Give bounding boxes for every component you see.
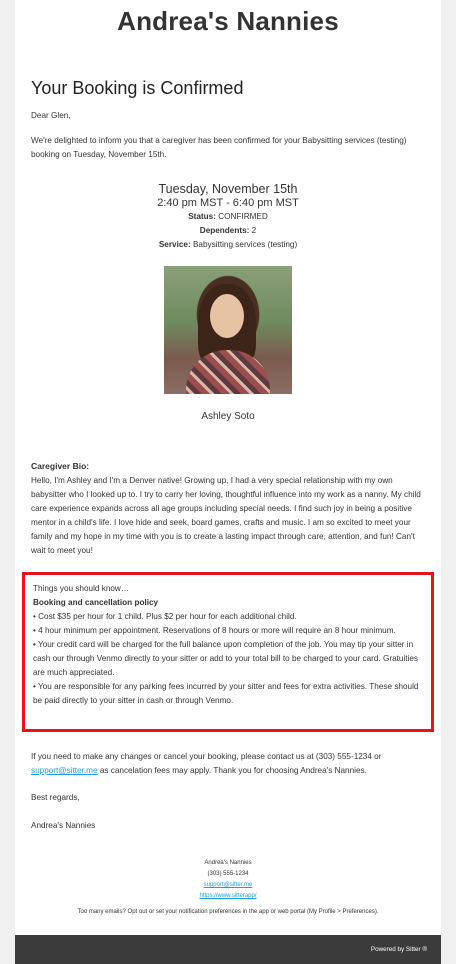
service-value: Babysitting services (testing): [192, 240, 298, 249]
optout-text: Too many emails? Opt out or set your notification preferences in the app or web portal (My Profile > Preferences).: [77, 909, 379, 915]
regards: Best regards,: [31, 793, 80, 802]
page-title: Your Booking is Confirmed: [31, 78, 244, 98]
dependents-label: Dependents:: [199, 226, 250, 235]
status-label: Status:: [188, 212, 216, 221]
intro-text: We're delighted to inform you that a caregiver has been confirmed for your Babysitting services (testing) booking on Tuesday, November 15th.: [31, 136, 407, 159]
dependents-value: 2: [251, 226, 257, 235]
service-label: Service:: [158, 240, 191, 249]
booking-time: 2:40 pm MST - 6:40 pm MST: [157, 197, 299, 209]
email-card: [15, 0, 441, 935]
bio-label: Caregiver Bio:: [31, 461, 90, 471]
contact-before: If you need to make any changes or cancel your booking, please contact us at (303) 555-1234 or: [31, 752, 382, 761]
powered-by: Powered by Sitter ®: [370, 946, 427, 953]
policy-lead: Things you should know…: [33, 584, 130, 593]
policy-item: • Cost $35 per hour for 1 child. Plus $2 per hour for each additional child.: [33, 612, 297, 621]
service-row: [15, 238, 441, 252]
contact-text: [31, 750, 425, 778]
greeting: Dear Glen,: [31, 111, 71, 120]
policy-item: • You are responsible for any parking fees incurred by your sitter and fees for extra activities. These should be paid directly to your sitter in cash or through Venmo.: [33, 682, 419, 705]
signoff: Andrea's Nannies: [31, 821, 96, 830]
caregiver-name: Ashley Soto: [201, 411, 255, 422]
booking-summary: [15, 182, 441, 252]
caregiver-bio: Hello, I'm Ashley and I'm a Denver native! Growing up, I had a very special relationship with my own babysitter who I looked up to. I try to carry her loving, thoughtful influence into my work as a nanny. My child care experience expands across all age groups including special needs. I find such joy in being a positive mentor in a child's life. I love hide and seek, board games, crafts and music. I am so excited to meet your family and my hope in my time with you is to create a lasting impact through care, attention, and fun! Can't wait to meet you!: [31, 476, 421, 555]
booking-date: Tuesday, November 15th: [158, 182, 298, 196]
footer-info: [15, 858, 441, 902]
dependents-row: [15, 224, 441, 238]
status-row: [15, 210, 441, 224]
status-value: CONFIRMED: [218, 212, 268, 221]
policy-title: Booking and cancellation policy: [33, 598, 159, 607]
photo-shirt: [186, 350, 270, 394]
policy-item: • Your credit card will be charged for the full balance upon completion of the job. You may tip your sitter in cash our through Venmo directly to your sitter or add to your total bill to be charged to your card. Gratuities are much appreciated.: [33, 640, 419, 677]
footer-website-link[interactable]: https://www.sitterapp/: [199, 893, 257, 899]
footer-email-link[interactable]: support@sitter.me: [203, 882, 253, 888]
policy-highlight-box: [22, 572, 434, 732]
support-email-link[interactable]: support@sitter.me: [31, 766, 98, 775]
policy-item: • 4 hour minimum per appointment. Reservations of 8 hours or more will require an 8 hour minimum.: [33, 626, 396, 635]
brand-title: Andrea's Nannies: [117, 6, 339, 36]
footer-bar: [15, 935, 441, 964]
footer-company: Andrea's Nannies: [204, 860, 252, 866]
contact-after: as cancelation fees may apply. Thank you for choosing Andrea's Nannies.: [97, 766, 367, 775]
policy-content: [33, 582, 425, 708]
photo-face: [210, 294, 244, 338]
caregiver-photo: [164, 266, 292, 394]
footer-phone: (303) 555-1234: [207, 871, 249, 877]
